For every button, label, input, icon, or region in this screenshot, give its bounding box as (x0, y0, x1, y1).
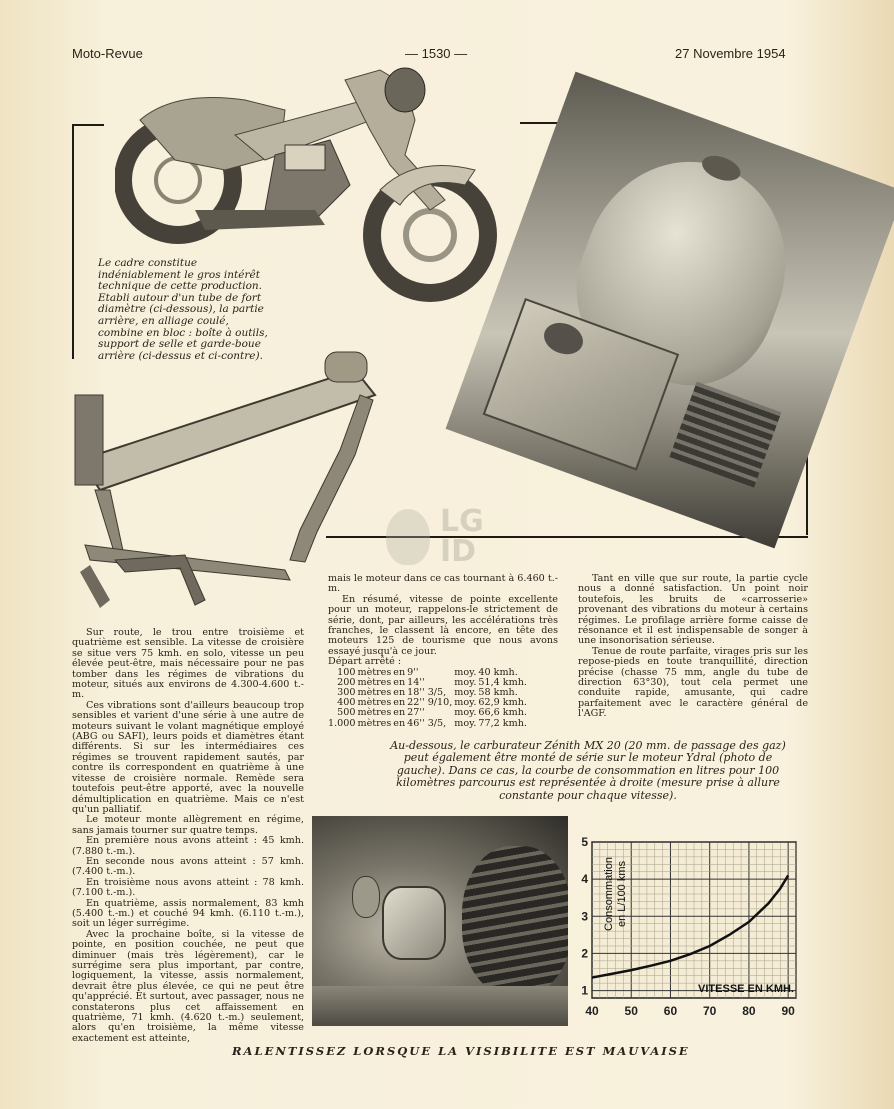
frame-caption: Le cadre constitue indéniablement le gros intérêt technique de cette production. Etabli autour d'un tube de fort diamètre (ci-dessous), la partie arrière, en alliage coulé, combine en bloc : boîte à outils, support de selle et garde-boue arrière (ci-dessus et ci-contre). (98, 257, 268, 362)
safety-footer: RALENTISSEZ LORSQUE LA VISIBILITE EST MAUVAISE (232, 1044, 690, 1058)
chart-x-axis-label: VITESSE EN KMH. (698, 983, 794, 995)
frame-rule-top (72, 124, 104, 126)
table-cell-dist: 400 (337, 697, 356, 709)
watermark (378, 505, 518, 575)
table-cell-en: en (393, 717, 406, 729)
table-cell-en: en (393, 676, 406, 688)
table-cell-dist: 300 (337, 687, 356, 699)
chart-y-tick-label: 5 (581, 835, 588, 849)
watermark-text: LG ID (440, 504, 484, 569)
table-cell-dist: 100 (337, 666, 356, 678)
chart-x-tick-label: 60 (663, 1004, 678, 1018)
table-cell-moy: moy. (454, 717, 477, 729)
table-cell-en: en (393, 697, 406, 709)
carburetor-photo (312, 816, 568, 1026)
chart-y-tick-label: 4 (581, 872, 588, 887)
table-cell-moy: moy. (454, 687, 477, 699)
table-cell-speed: 58 kmh. (478, 687, 518, 699)
carburetor-caption: Au-dessous, le carburateur Zénith MX 20 (20 mm. de passage des gaz) peut également être monté de série sur le moteur Ydral (photo de gauche). Dans ce cas, la courbe de consommation en litres pour 100 kilomètres parcourus est représentée à droite (mesure prise à allure constante pour chaque vitesse). (390, 739, 786, 802)
chart-x-tick-label: 90 (781, 1004, 795, 1018)
table-row (328, 719, 529, 729)
table-cell-en: en (393, 666, 406, 678)
table-cell-moy: moy. (454, 676, 477, 688)
table-cell-unit: mètres (357, 707, 392, 719)
paragraph: En quatrième, assis normalement, 83 kmh (5.400 t.-m.) et couché 94 kmh. (6.110 t.-m.), soit un léger surrégime. (72, 897, 304, 930)
table-cell-dist: 500 (337, 707, 356, 719)
table-cell-moy: moy. (454, 697, 477, 709)
paragraph: Avec la prochaine boîte, si la vitesse de pointe, en position couchée, ne peut que diminuer (mais très légèrement), car le surrégime sera plus important, par contre, logiquement, la vitesse, assis normalement, devrait être plus élevée, ce qui ne peut être qu'apprécié. Et surtout, avec passager, nous ne constaterons plus cet affaissement en quatrième, 71 kmh. (4.620 t.-m.) seulement, alors qu'en troisième, la même vitesse exactement est atteinte, (72, 928, 304, 1044)
paragraph: mais le moteur dans ce cas tournant à 6.460 t.-m. (328, 573, 558, 595)
chart-x-tick-label: 40 (585, 1004, 599, 1018)
chart-x-tick-label: 80 (742, 1004, 756, 1018)
chart-x-tick-label: 70 (703, 1004, 717, 1018)
page-number: — 1530 — (405, 46, 468, 61)
paragraph: Le moteur monte allègrement en régime, sans jamais tourner sur quatre temps. (72, 814, 304, 836)
table-cell-speed: 66,6 kmh. (478, 707, 527, 719)
table-cell-moy: moy. (454, 666, 477, 678)
paragraph: En troisième nous avons atteint : 78 kmh. (7.100 t.-m.). (72, 876, 304, 899)
paragraph: En première nous avons atteint : 45 kmh. (7.880 t.-m.). (72, 835, 304, 857)
issue-date: 27 Novembre 1954 (675, 46, 786, 61)
consumption-chart (574, 830, 804, 1030)
frame-rule-left (72, 124, 74, 359)
table-cell-dist: 200 (337, 676, 356, 688)
chart-y-axis-label: Consommationen L/100 kms (603, 857, 628, 931)
table-cell-unit: mètres (357, 666, 392, 678)
table-cell-speed: 62,9 kmh. (478, 697, 527, 709)
table-cell-time: 14'' (407, 676, 425, 688)
chart-x-tick-label: 50 (624, 1004, 638, 1018)
paragraph: En seconde nous avons atteint : 57 kmh. (7.400 t.-m.). (72, 855, 304, 878)
paragraph: Ces vibrations sont d'ailleurs beaucoup trop sensibles et varient d'une série à une autre de moteurs suivant le volant magnétique employé (ABG ou SAFI), leurs poids et diamètres étant différents. Si sur les intermédiaires ces régimes se trouvent rapidement sautés, par contre ils correspondent en quatrième à une vitesse de croisière normale. Remède sera toutefois peut-être apporté, avec la nouvelle démultiplication en quatrième. Mais ce n'est qu'un palliatif. (72, 699, 304, 815)
article-column-middle (328, 574, 558, 729)
paragraph: En résumé, vitesse de pointe excellente pour un moteur, rappelons-le strictement de série, dont, par ailleurs, les accélérations très franches, le classent là encore, en tête des moteurs 125 de tourisme que nous avons essayé jusqu'à ce jour. (328, 593, 558, 657)
table-cell-speed: 40 kmh. (478, 666, 518, 678)
acceleration-table (328, 668, 529, 729)
table-cell-speed: 77,2 kmh. (478, 717, 527, 729)
table-cell-time: 46'' 3/5, (407, 717, 447, 729)
chart-y-tick-label: 3 (581, 909, 588, 924)
article-column-right (578, 574, 808, 720)
table-cell-time: 18'' 3/5, (407, 687, 447, 699)
table-cell-unit: mètres (357, 687, 392, 699)
paragraph: Tant en ville que sur route, la partie cycle nous a donné satisfaction. Un point noir toutefois, les bruits de «carrosserie» provenant des vibrations du moteur à certains régimes. Le profilage arrière forme caisse de résonance et il est indispensable de songer à une insonorisation sérieuse. (578, 573, 808, 647)
chart-y-tick-label: 2 (581, 946, 588, 961)
table-cell-unit: mètres (357, 676, 392, 688)
table-cell-unit: mètres (357, 717, 392, 729)
article-column-left (72, 628, 304, 1044)
table-cell-time: 27'' (407, 707, 425, 719)
magazine-title: Moto-Revue (72, 46, 143, 61)
table-cell-speed: 51,4 kmh. (478, 676, 527, 688)
table-cell-time: 9'' (407, 666, 419, 678)
table-cell-time: 22'' 9/10, (407, 697, 453, 709)
table-cell-en: en (393, 707, 406, 719)
chart-y-tick-label: 1 (581, 983, 588, 998)
table-cell-dist: 1.000 (328, 717, 356, 729)
table-heading: Départ arrêté : (328, 656, 402, 668)
table-cell-moy: moy. (454, 707, 477, 719)
paragraph: Sur route, le trou entre troisième et quatrième est sensible. La vitesse de croisière se situe vers 75 kmh. en solo, vitesse un peu élevée peut-être, mais nécessaire pour ne pas tomber dans les régimes de vibrations du moteur, situés aux environs de 4.300-4.600 t.-m. (72, 627, 304, 701)
table-cell-unit: mètres (357, 697, 392, 709)
table-cell-en: en (393, 687, 406, 699)
paragraph: Tenue de route parfaite, virages pris sur les repose-pieds en toute tranquillité, direction précise (chasse 75 mm, angle du tube de direction 63°30), tout cela permet une conduite rapide, amusante, qui cadre parfaitement avec le caractère général de l'AGF. (578, 645, 808, 720)
